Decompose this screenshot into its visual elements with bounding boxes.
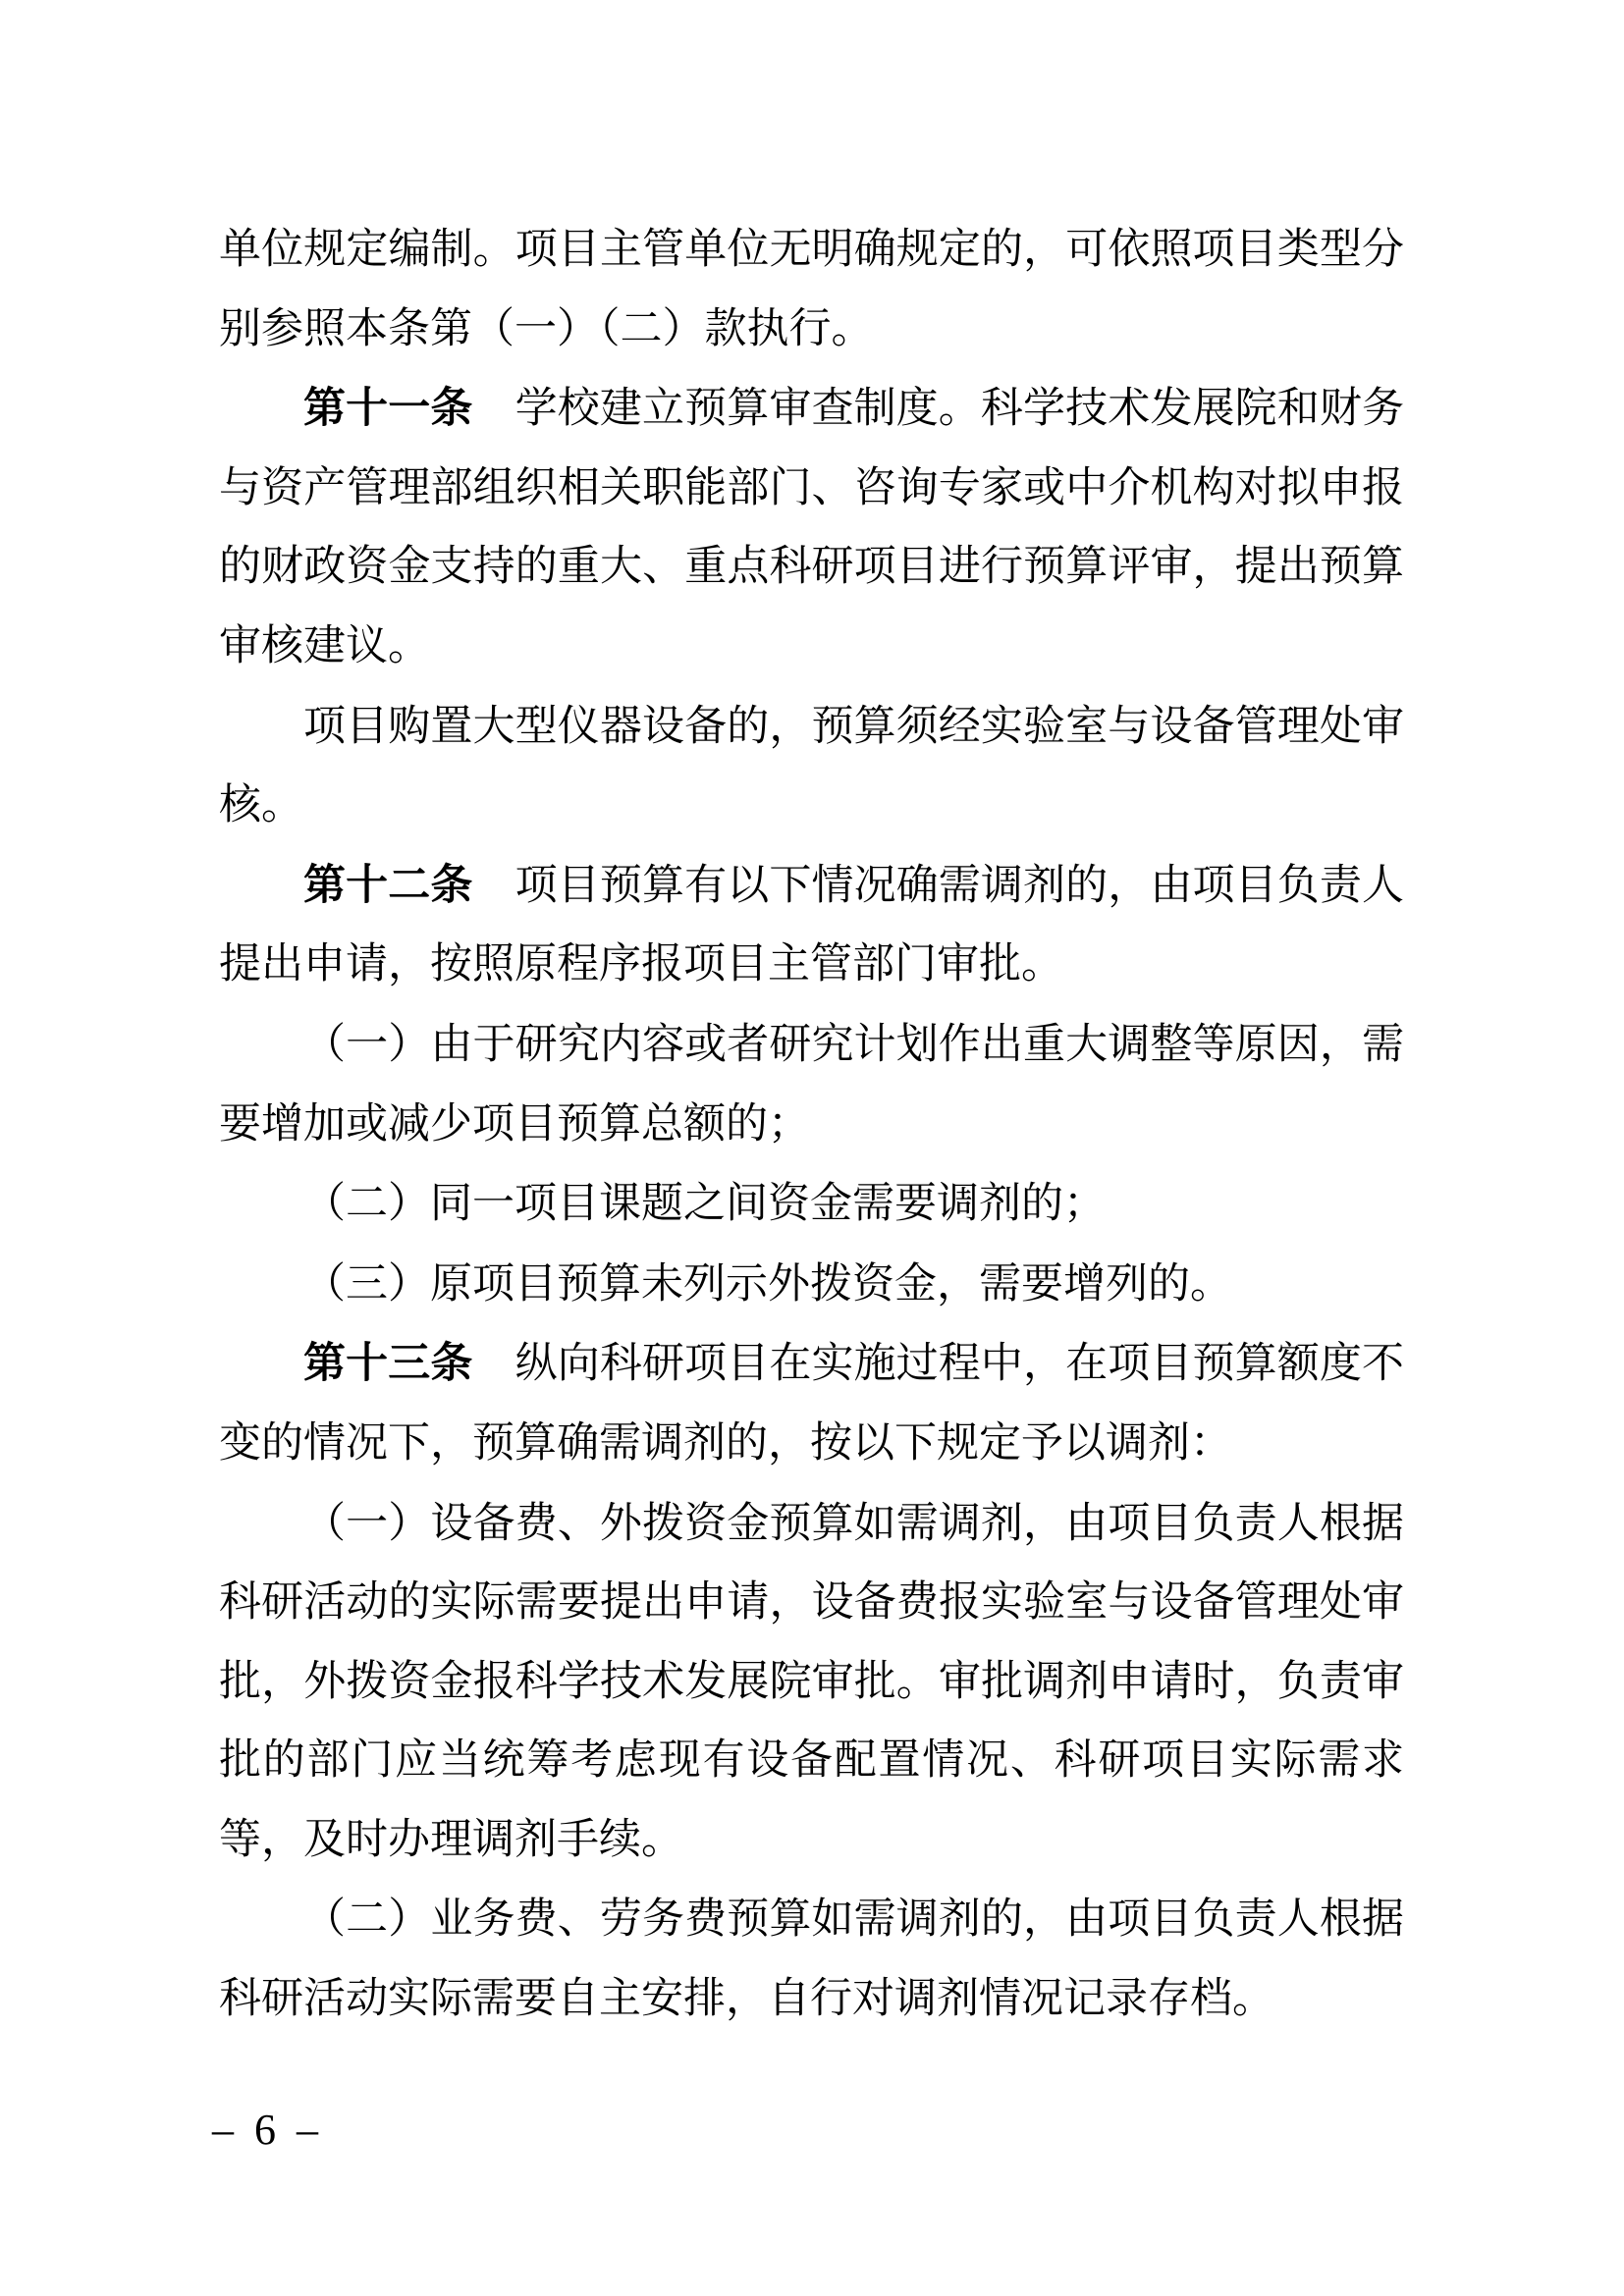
- paragraph-item-3: [219, 1245, 1404, 1325]
- article-number: 第十二条: [303, 861, 473, 909]
- paragraph-text: 项目购置大型仪器设备的，预算须经实验室与设备管理处审核。: [219, 703, 1404, 829]
- paragraph-text: 学校建立预算审查制度。科学技术发展院和财务与资产管理部组织相关职能部门、咨询专家或中介机构对拟申报的财政资金支持的重大、重点科研项目进行预算评审，提出预算审核建议。: [219, 386, 1405, 669]
- paragraph-text: （二）业务费、劳务费预算如需调剂的，由项目负责人根据科研活动实际需要自主安排，自行对调剂情况记录存档。: [219, 1896, 1404, 2023]
- paragraph-article-12: [219, 846, 1404, 1005]
- paragraph-text: （一）由于研究内容或者研究计划作出重大调整等原因，需要增加或减少项目预算总额的；: [219, 1021, 1404, 1148]
- paragraph: [219, 687, 1404, 846]
- paragraph-article-11: [219, 369, 1404, 686]
- paragraph-item-1: [219, 1005, 1404, 1164]
- paragraph-text: （三）原项目预算未列示外拨资金，需要增列的。: [303, 1260, 1232, 1308]
- paragraph-text: 单位规定编制。项目主管单位无明确规定的，可依照项目类型分别参照本条第（一）（二）款执行。: [219, 227, 1404, 352]
- paragraph-text: （二）同一项目课题之间资金需要调剂的；: [303, 1181, 1106, 1228]
- paragraph-continuation: [219, 210, 1404, 369]
- paragraph-text: 项目预算有以下情况确需调剂的，由项目负责人提出申请，按照原程序报项目主管部门审批。: [219, 862, 1405, 988]
- page-number: – 6 –: [212, 2106, 323, 2154]
- paragraph-text: （一）设备费、外拨资金预算如需调剂，由项目负责人根据科研活动的实际需要提出申请，设备费报实验室与设备管理处审批，外拨资金报科学技术发展院审批。审批调剂申请时，负责审批的部门应当统筹考虑现有设备配置情况、科研项目实际需求等，及时办理调剂手续。: [219, 1500, 1404, 1863]
- paragraph-text: 纵向科研项目在实施过程中，在项目预算额度不变的情况下，预算确需调剂的，按以下规定予以调剂：: [219, 1341, 1405, 1467]
- paragraph-article-13: [219, 1324, 1404, 1483]
- article-number: 第十一条: [303, 385, 473, 433]
- paragraph-item-2: [219, 1164, 1404, 1245]
- document-body: [219, 210, 1404, 2040]
- paragraph-item-1b: [219, 1484, 1404, 1881]
- paragraph-item-2b: [219, 1880, 1404, 2039]
- article-number: 第十三条: [303, 1340, 473, 1388]
